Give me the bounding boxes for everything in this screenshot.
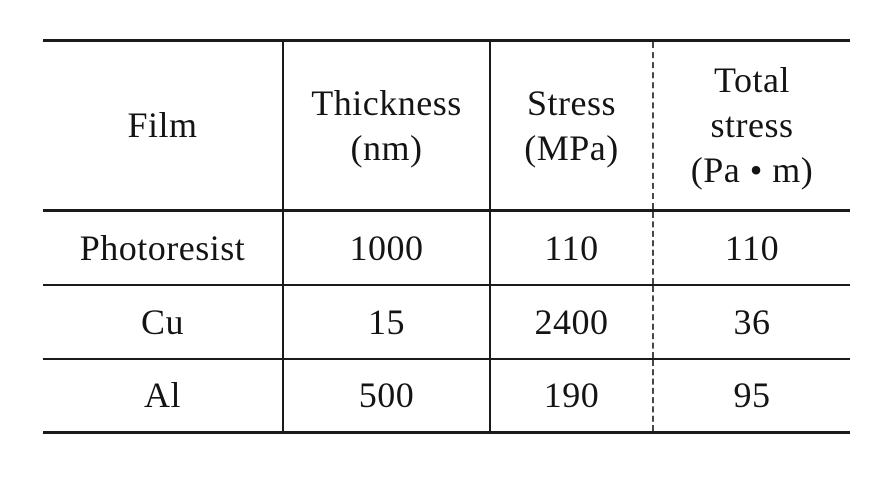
column-header-thickness	[283, 41, 490, 211]
cell-total-stress-value: 95	[733, 375, 771, 416]
cell-total-stress-value: 110	[724, 227, 780, 268]
column-header-film-label: Film	[127, 105, 198, 145]
column-header-stress-label: Stress	[526, 82, 616, 123]
column-header-stress-unit: (MPa)	[524, 127, 619, 168]
column-header-total-stress-unit: (Pa • m)	[690, 150, 814, 190]
cell-film-name: Cu	[43, 285, 283, 359]
table-row-al	[43, 359, 850, 433]
cell-thickness-value: 1000	[283, 211, 490, 285]
table-row-cu	[43, 285, 850, 359]
cell-stress-value: 190	[490, 359, 653, 433]
cell-thickness-value: 500	[283, 359, 490, 433]
header-row	[43, 41, 850, 211]
film-stress-table	[43, 39, 850, 434]
cell-film-name: Al	[43, 359, 283, 433]
column-header-total-stress-label-1: Total	[714, 60, 790, 100]
cell-stress-value: 2400	[490, 285, 653, 359]
column-header-thickness-unit: (nm)	[350, 127, 423, 168]
table-row-photoresist	[43, 211, 850, 285]
column-header-film	[43, 41, 283, 211]
cell-thickness-value: 15	[283, 285, 490, 359]
column-header-thickness-label: Thickness	[311, 82, 462, 123]
column-header-total-stress-label-2: stress	[710, 105, 794, 145]
column-header-stress	[490, 41, 653, 211]
cell-total-stress-value: 36	[733, 301, 771, 342]
cell-film-name: Photoresist	[43, 211, 283, 285]
column-header-total-stress	[653, 41, 850, 211]
cell-stress-value: 110	[490, 211, 653, 285]
